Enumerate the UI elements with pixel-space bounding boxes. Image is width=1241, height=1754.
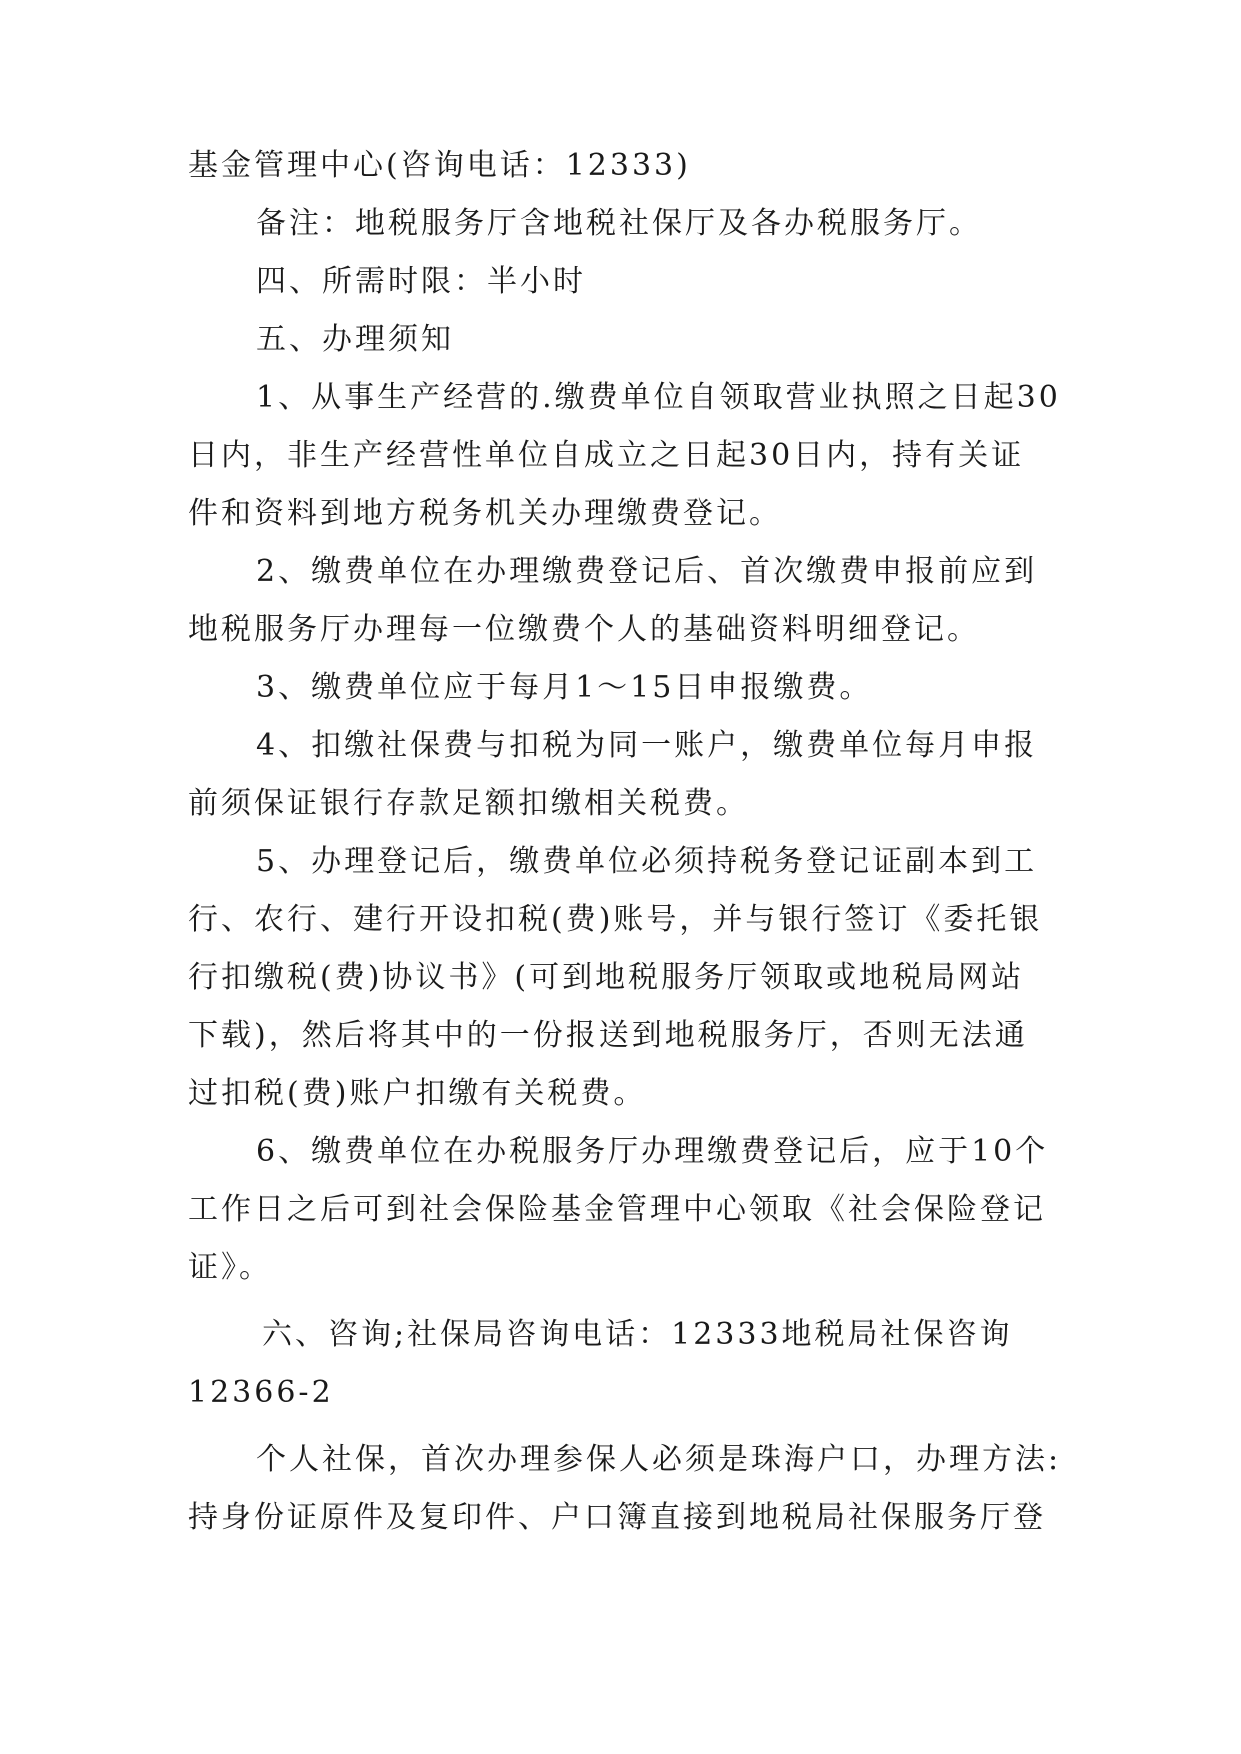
- text-line: 个人社保，首次办理参保人必须是珠海户口，办理方法:: [256, 1442, 1062, 1477]
- text-line: 行、农行、建行开设扣税(费)账号，并与银行签订《委托银: [188, 902, 1043, 937]
- text-line: 证》。: [188, 1250, 272, 1285]
- text-line: 基金管理中心(咨询电话：12333): [188, 148, 691, 183]
- text-line: 6、缴费单位在办税服务厅办理缴费登记后，应于10个: [256, 1134, 1049, 1169]
- text-line: 前须保证银行存款足额扣缴相关税费。: [188, 786, 749, 821]
- text-line: 六、咨询;社保局咨询电话：12333地税局社保咨询: [262, 1317, 1013, 1352]
- text-line: 12366-2: [188, 1375, 334, 1410]
- text-line: 4、扣缴社保费与扣税为同一账户，缴费单位每月申报: [256, 728, 1038, 763]
- text-line: 四、所需时限：半小时: [256, 264, 586, 299]
- text-line: 地税服务厅办理每一位缴费个人的基础资料明细登记。: [188, 612, 980, 647]
- text-line: 备注：地税服务厅含地税社保厅及各办税服务厅。: [256, 206, 982, 241]
- text-line: 过扣税(费)账户扣缴有关税费。: [188, 1076, 647, 1111]
- section-heading: 五、办理须知: [256, 322, 454, 357]
- text-line: 行扣缴税(费)协议书》(可到地税服务厅领取或地税局网站: [188, 960, 1025, 995]
- text-line: 3、缴费单位应于每月1～15日申报缴费。: [256, 670, 873, 705]
- text-line: 下载)，然后将其中的一份报送到地税服务厅，否则无法通: [188, 1018, 1028, 1053]
- text-line: 持身份证原件及复印件、户口簿直接到地税局社保服务厅登: [188, 1500, 1046, 1535]
- text-line: 工作日之后可到社会保险基金管理中心领取《社会保险登记: [188, 1192, 1046, 1227]
- text-line: 1、从事生产经营的.缴费单位自领取营业执照之日起30: [256, 380, 1061, 415]
- text-line: 5、办理登记后，缴费单位必须持税务登记证副本到工: [256, 844, 1038, 879]
- text-line: 件和资料到地方税务机关办理缴费登记。: [188, 496, 782, 531]
- text-line: 2、缴费单位在办理缴费登记后、首次缴费申报前应到: [256, 554, 1038, 589]
- text-line: 日内，非生产经营性单位自成立之日起30日内，持有关证: [188, 438, 1025, 473]
